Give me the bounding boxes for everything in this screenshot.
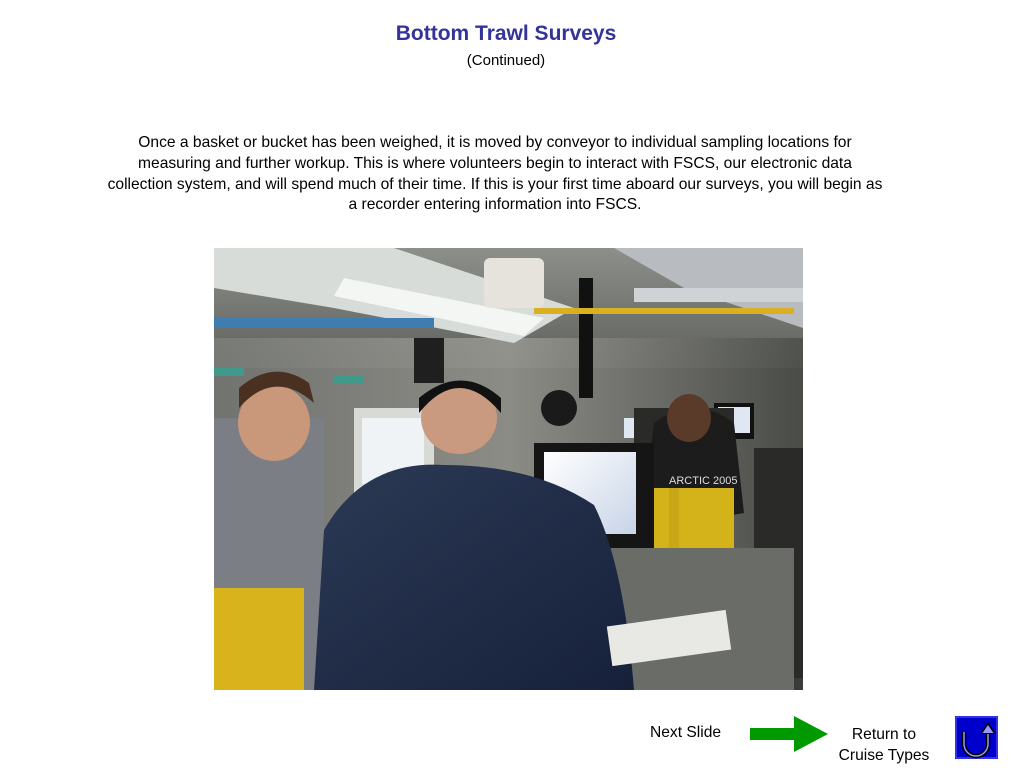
sampling-station-photo bbox=[214, 248, 803, 690]
return-to-cruise-types-label: Return to Cruise Types bbox=[838, 726, 930, 764]
slide-subtitle: (Continued) bbox=[466, 52, 546, 69]
return-to-cruise-types-button[interactable] bbox=[955, 716, 998, 759]
arrow-right-icon bbox=[750, 716, 830, 752]
next-slide-label: Next Slide bbox=[650, 724, 722, 741]
slide-title: Bottom Trawl Surveys bbox=[395, 22, 617, 45]
u-turn-icon bbox=[955, 716, 998, 759]
next-slide-button[interactable] bbox=[750, 716, 830, 752]
shirt-print: ARCTIC 2005 bbox=[669, 475, 738, 487]
slide-body-text: Once a basket or bucket has been weighed, it is moved by conveyor to individual sampling locations for measuring and further workup. This is where volunteers begin to interact with FSCS, our electronic data collection system, and will spend much of their time. If this is your first time aboard our surveys, you will begin as a recorder entering information into FSCS. bbox=[107, 134, 883, 214]
